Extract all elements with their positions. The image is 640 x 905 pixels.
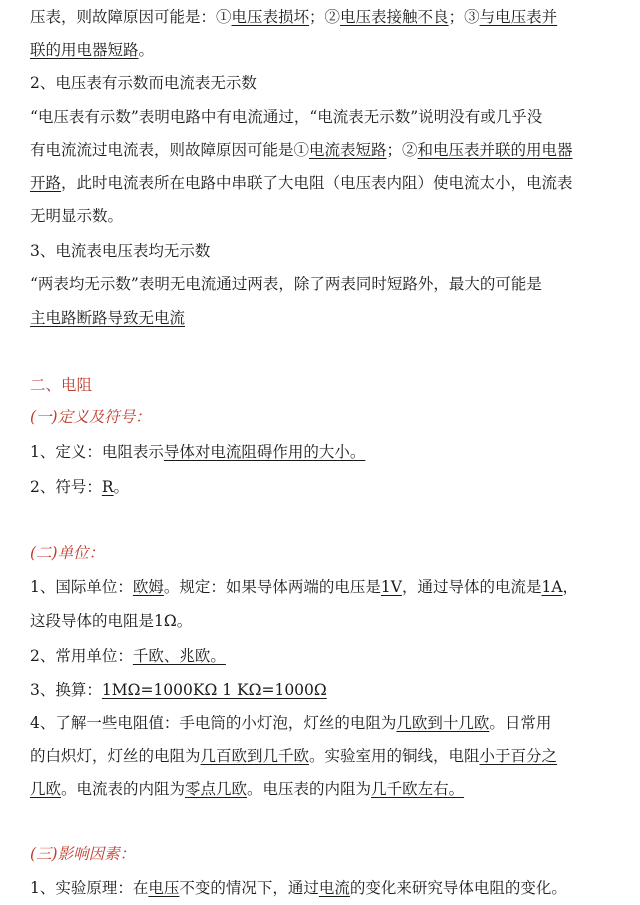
text-line: 1、国际单位：欧姆。规定：如果导体两端的电压是1V，通过导体的电流是1A， — [30, 578, 579, 596]
underlined-phrase: 1MΩ=1000KΩ 1 KΩ=1000Ω — [101, 681, 327, 699]
text-line — [30, 307, 630, 329]
underlined-phrase: 与电压表并 — [479, 8, 558, 26]
underlined-phrase: 联的用电器短路 — [30, 41, 139, 59]
underlined-phrase: 电流 — [318, 879, 350, 897]
text-line: 联的用电器短路。 — [30, 41, 155, 59]
text-line: 3、换算：1MΩ=1000KΩ 1 KΩ=1000Ω — [30, 681, 327, 699]
underlined-phrase: 几欧到十几欧 — [396, 714, 490, 732]
text-line: 1、定义：电阻表示导体对电流阻碍作用的大小。 — [30, 443, 366, 461]
underlined-phrase: 几百欧到几千欧 — [200, 747, 310, 765]
underlined-phrase: 欧姆 — [132, 578, 164, 596]
underlined-phrase: 电流表短路 — [309, 141, 387, 159]
text-line: 4、了解一些电阻值：手电筒的小灯泡，灯丝的电阻为几欧到十几欧。日常用 — [30, 714, 552, 732]
subsection-heading: 3、电流表电压表均无示数 — [30, 242, 211, 260]
underlined-phrase: 千欧、兆欧。 — [132, 647, 226, 665]
subsection-heading-italic: (二)单位： — [30, 544, 105, 562]
underlined-phrase: 零点几欧 — [185, 780, 248, 798]
text-line: 开路，此时电流表所在电路中串联了大电阻（电压表内阻）使电流太小，电流表 — [30, 174, 573, 192]
underlined-phrase: 主电路断路导致无电流 — [30, 309, 186, 327]
text-line: 的白炽灯，灯丝的电阻为几百欧到几千欧。实验室用的铜线，电阻小于百分之 — [30, 747, 558, 765]
text-line: 1、实验原理：在电压不变的情况下，通过电流的变化来研究导体电阻的变化。 — [30, 879, 567, 897]
underlined-phrase: 几欧 — [30, 780, 62, 798]
underlined-phrase: 导体对电流阻碍作用的大小。 — [163, 443, 366, 461]
text-line: 无明显示数。 — [30, 207, 124, 225]
underlined-phrase: 1V — [380, 578, 402, 596]
underlined-phrase: 开路 — [30, 174, 62, 192]
subsection-heading-italic: (一)定义及符号： — [30, 408, 151, 426]
text-line: 这段导体的电阻是1Ω。 — [30, 612, 193, 630]
section-heading: 二、电阻 — [30, 376, 93, 394]
underlined-phrase: 和电压表并联的用电器 — [417, 141, 573, 159]
underlined-phrase: 小于百分之 — [479, 747, 558, 765]
text-line: “电压表有示数”表明电路中有电流通过，“电流表无示数”说明没有或几乎没 — [30, 108, 543, 126]
text-line: 几欧。电流表的内阻为零点几欧。电压表的内阻为几千欧左右。 — [30, 780, 465, 798]
underlined-phrase: 电压表接触不良 — [340, 8, 449, 26]
text-line: 2、符号：R。 — [30, 478, 130, 496]
underlined-phrase: 几千欧左右。 — [371, 780, 465, 798]
underlined-phrase: 电压 — [148, 879, 180, 897]
underlined-phrase: R — [101, 478, 114, 496]
subsection-heading-italic: (三)影响因素： — [30, 845, 136, 863]
text-line: “两表均无示数”表明无电流通过两表，除了两表同时短路外，最大的可能是 — [30, 275, 542, 293]
underlined-phrase: 1A — [541, 578, 563, 596]
subsection-heading: 2、电压表有示数而电流表无示数 — [30, 74, 257, 92]
text-line: 有电流流过电流表，则故障原因可能是①电流表短路；②和电压表并联的用电器 — [30, 141, 573, 159]
text-line: 2、常用单位：千欧、兆欧。 — [30, 647, 226, 665]
text-line: 压表，则故障原因可能是：①电压表损坏；②电压表接触不良；③与电压表并 — [30, 8, 558, 26]
underlined-phrase: 电压表损坏 — [231, 8, 310, 26]
